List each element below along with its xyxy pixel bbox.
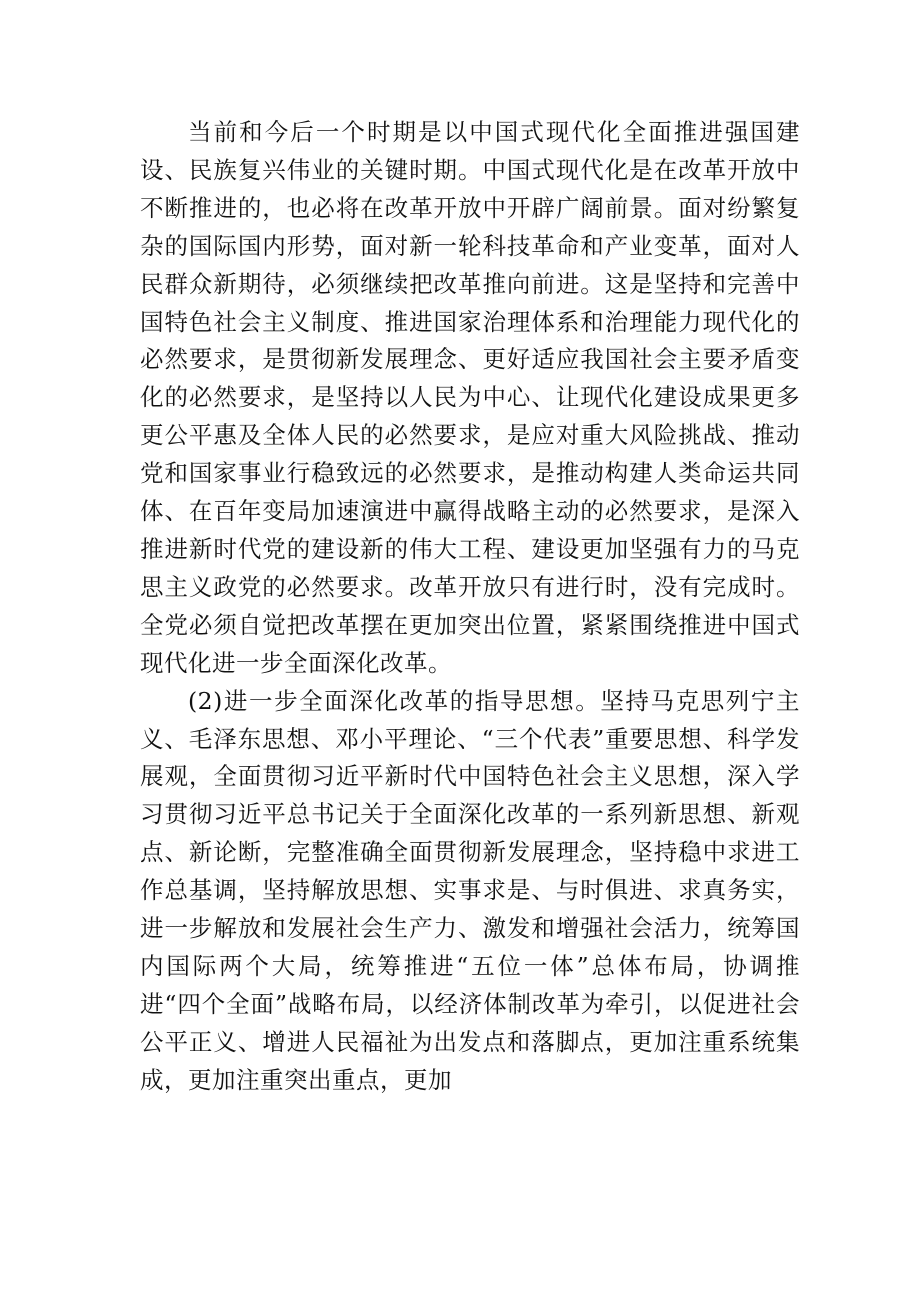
paragraph-guiding-ideology: (2)进一步全面深化改革的指导思想。坚持马克思列宁主义、毛泽东思想、邓小平理论、“三个代表”重要思想、科学发展观，全面贯彻习近平新时代中国特色社会主义思想，深入学习贯彻习近平总书记关于全面深化改革的一系列新思想、新观点、新论断，完整准确全面贯彻新发展理念，坚持稳中求进工作总基调，坚持解放思想、实事求是、与时俱进、求真务实，进一步解放和发展社会生产力、激发和增强社会活力，统筹国内国际两个大局，统筹推进“五位一体”总体布局，协调推进“四个全面”战略布局，以经济体制改革为牵引，以促进社会公平正义、增进人民福祉为出发点和落脚点，更加注重系统集成，更加注重突出重点，更加 [140,686,800,1094]
paragraph-reform-necessity: 当前和今后一个时期是以中国式现代化全面推进强国建设、民族复兴伟业的关键时期。中国式现代化是在改革开放中不断推进的，也必将在改革开放中开辟广阔前景。面对纷繁复杂的国际国内形势，面对新一轮科技革命和产业变革，面对人民群众新期待，必须继续把改革推向前进。这是坚持和完善中国特色社会主义制度、推进国家治理体系和治理能力现代化的必然要求，是贯彻新发展理念、更好适应我国社会主要矛盾变化的必然要求，是坚持以人民为中心、让现代化建设成果更多更公平惠及全体人民的必然要求，是应对重大风险挑战、推动党和国家事业行稳致远的必然要求，是推动构建人类命运共同体、在百年变局加速演进中赢得战略主动的必然要求，是深入推进新时代党的建设新的伟大工程、建设更加坚强有力的马克思主义政党的必然要求。改革开放只有进行时，没有完成时。全党必须自觉把改革摆在更加突出位置，紧紧围绕推进中国式现代化进一步全面深化改革。 [140,118,800,677]
document-body [140,114,800,1100]
